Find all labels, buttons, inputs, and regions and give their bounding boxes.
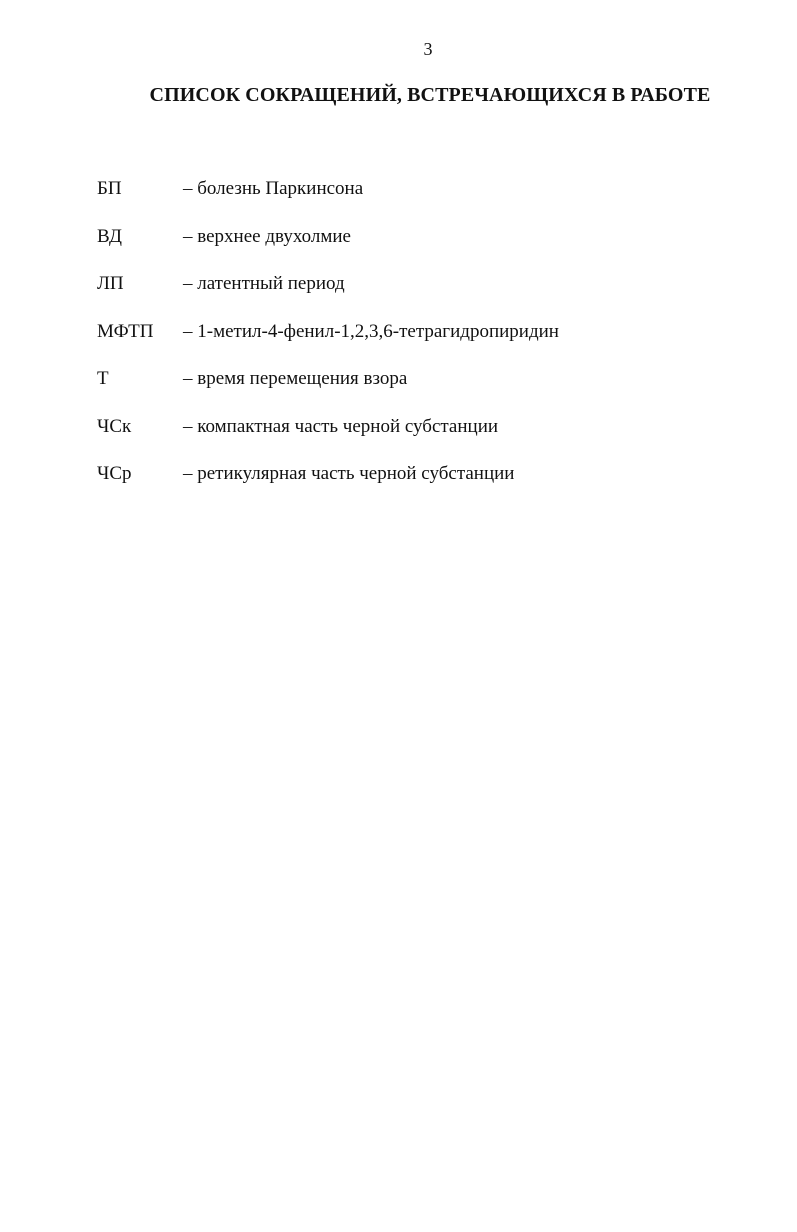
abbreviation-row-t bbox=[97, 366, 737, 414]
abbreviation-definition: – болезнь Паркинсона bbox=[183, 178, 364, 199]
abbreviation-definition: – 1-метил-4-фенил-1,2,3,6-тетрагидропиридин bbox=[183, 320, 559, 342]
abbreviation-list bbox=[97, 176, 737, 509]
page-number: 3 bbox=[423, 39, 433, 59]
abbreviation-row-bp bbox=[97, 176, 737, 224]
abbreviation-row-lp bbox=[97, 271, 737, 319]
abbreviation-definition: – верхнее двухолмие bbox=[183, 225, 351, 247]
abbreviation-definition: – латентный период bbox=[183, 273, 345, 294]
abbreviation-definition: – компактная часть черной субстанции bbox=[183, 415, 499, 437]
abbreviation-row-chsk bbox=[97, 414, 737, 462]
abbreviation-row-vd bbox=[97, 224, 737, 272]
abbreviation-term: ЧСр bbox=[97, 463, 132, 484]
abbreviation-row-mftp bbox=[97, 319, 737, 367]
abbreviation-term: Т bbox=[97, 368, 109, 389]
page-title: СПИСОК СОКРАЩЕНИЙ, ВСТРЕЧАЮЩИХСЯ В РАБОТЕ bbox=[149, 84, 711, 106]
abbreviation-term: БП bbox=[97, 178, 122, 199]
abbreviation-definition: – время перемещения взора bbox=[183, 368, 408, 389]
abbreviation-row-chsr bbox=[97, 461, 737, 509]
abbreviation-term: МФТП bbox=[97, 320, 154, 342]
abbreviation-term: ЛП bbox=[97, 273, 124, 294]
abbreviation-term: ВД bbox=[97, 225, 122, 247]
abbreviation-term: ЧСк bbox=[97, 415, 132, 437]
abbreviation-definition: – ретикулярная часть черной субстанции bbox=[183, 463, 515, 484]
